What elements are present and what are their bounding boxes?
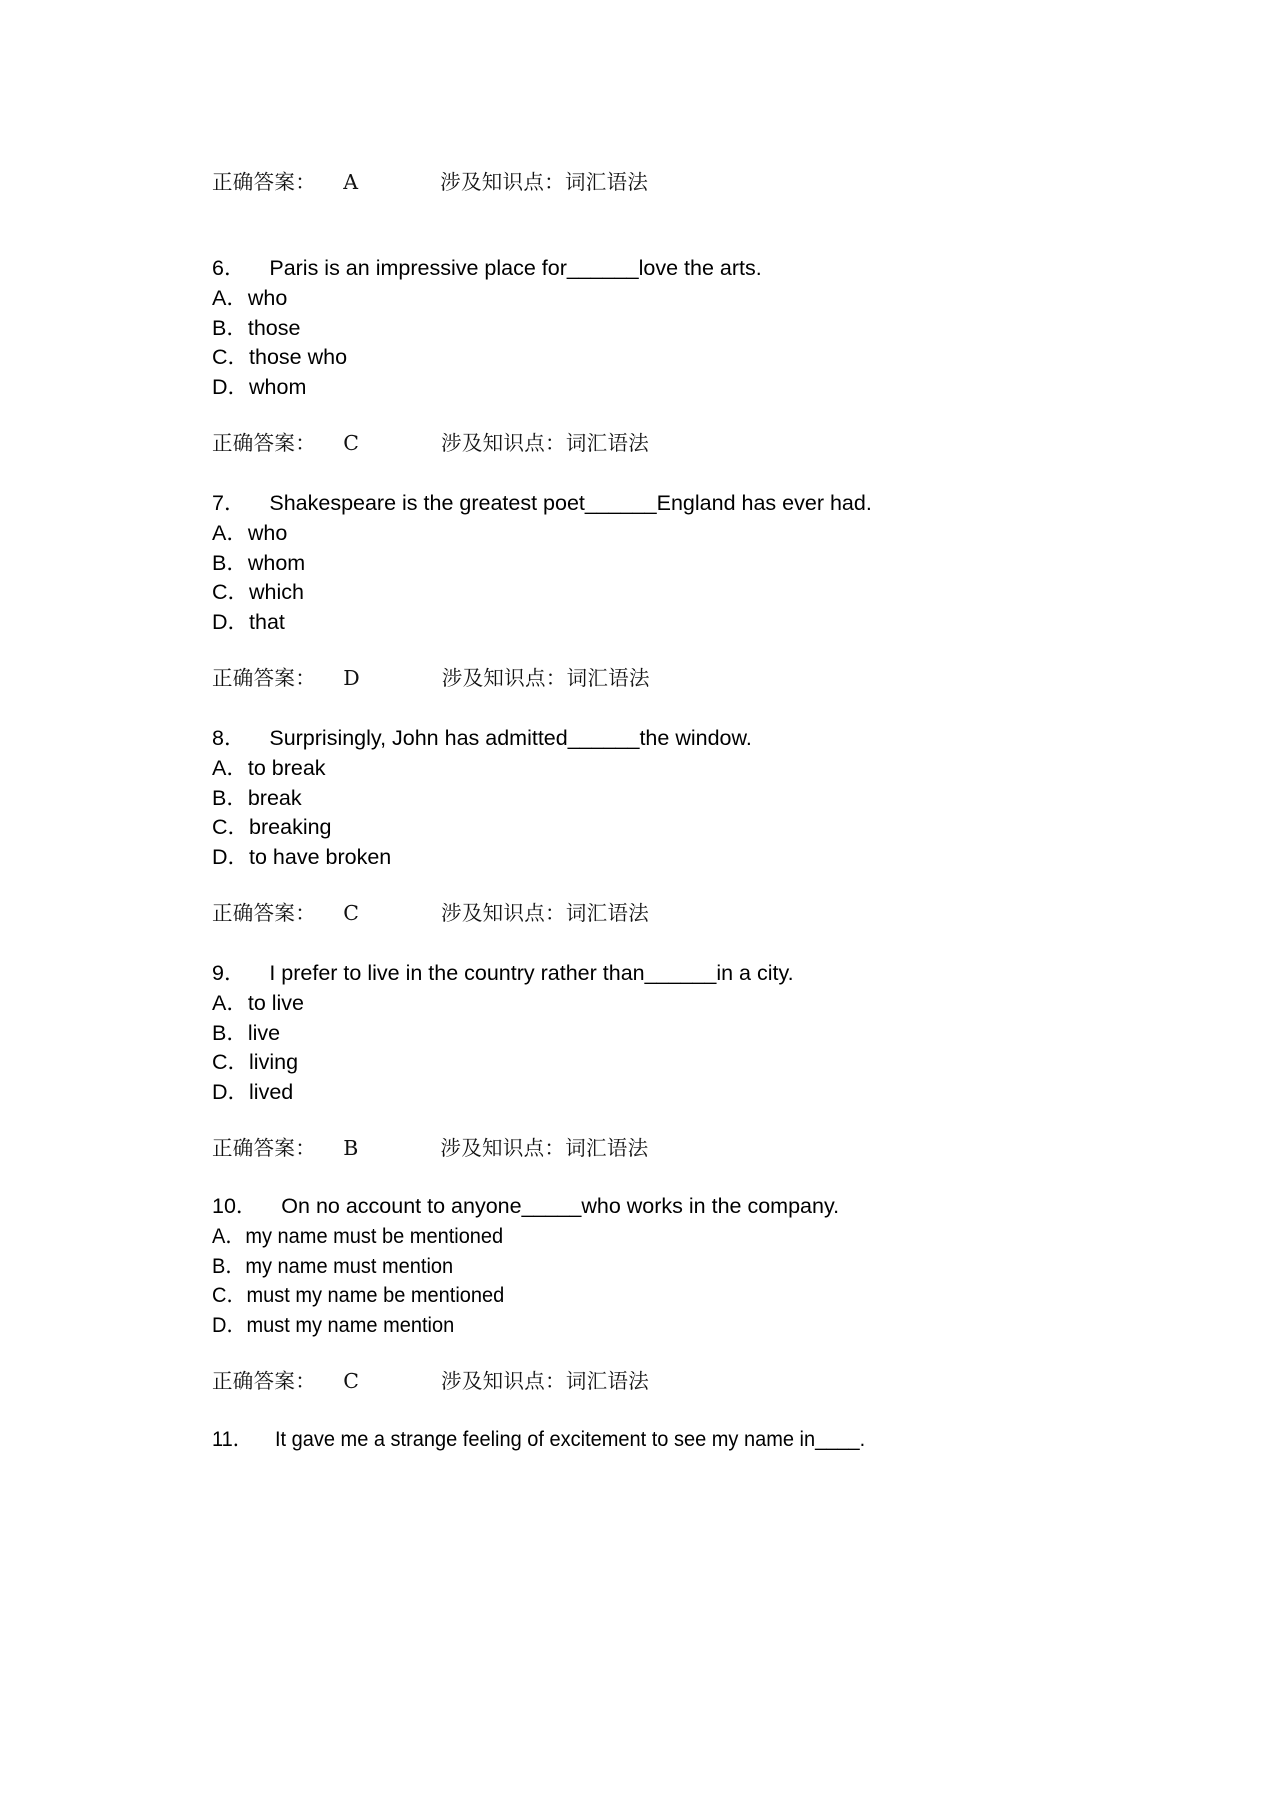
option-letter: A． <box>212 286 248 310</box>
option-list-6 <box>212 284 1112 402</box>
option-letter: D． <box>212 1312 247 1337</box>
option-text: break <box>247 785 302 810</box>
option-text: must my name mention <box>246 1312 455 1337</box>
option-letter: C． <box>212 580 250 604</box>
option-9-B[interactable] <box>212 1019 1112 1049</box>
option-text: breaking <box>249 815 332 839</box>
question-stem-9: 9． I prefer to live in the country rather than______in a city. <box>212 961 794 985</box>
option-8-B[interactable] <box>212 784 1112 814</box>
option-letter: D． <box>212 374 250 399</box>
option-letter: A． <box>212 756 248 780</box>
question-stem-8: 8． Surprisingly, John has admitted______the window. <box>212 726 752 750</box>
option-letter: C． <box>212 815 250 839</box>
option-9-C[interactable] <box>212 1048 1112 1078</box>
option-7-B[interactable] <box>212 549 1112 579</box>
option-letter: B． <box>212 1020 248 1045</box>
option-text: my name must be mentioned <box>245 1224 504 1248</box>
option-text: lived <box>249 1079 294 1104</box>
option-text: those who <box>249 345 348 369</box>
answer-line-6: 正确答案： C 涉及知识点：词汇语法 <box>212 431 650 455</box>
option-letter: C． <box>212 345 250 369</box>
question-stem-10: 10． On no account to anyone_____who works in the company. <box>212 1194 840 1218</box>
answer-line-8: 正确答案： C 涉及知识点：词汇语法 <box>212 901 650 925</box>
option-letter: C． <box>212 1050 250 1074</box>
option-10-D[interactable] <box>212 1311 1049 1341</box>
option-letter: C． <box>212 1283 247 1307</box>
option-text: those <box>247 315 301 340</box>
option-text: that <box>249 609 285 634</box>
option-list-9 <box>212 989 1112 1107</box>
option-9-D[interactable] <box>212 1078 1112 1108</box>
answer-line-9: 正确答案： B 涉及知识点：词汇语法 <box>212 1136 649 1160</box>
option-text: who <box>247 286 288 310</box>
option-letter: D． <box>212 609 250 634</box>
document-content <box>212 0 1112 1454</box>
option-text: which <box>249 580 304 604</box>
option-6-A[interactable] <box>212 284 1112 314</box>
option-text: to break <box>247 756 326 780</box>
option-text: living <box>249 1050 299 1074</box>
option-letter: D． <box>212 844 250 869</box>
option-text: to live <box>247 991 305 1015</box>
option-list-7 <box>212 519 1112 637</box>
option-10-A[interactable] <box>212 1222 1049 1252</box>
option-8-D[interactable] <box>212 843 1112 873</box>
option-text: whom <box>249 374 307 399</box>
option-text: must my name be mentioned <box>246 1283 505 1307</box>
option-text: live <box>247 1020 281 1045</box>
option-6-C[interactable] <box>212 343 1112 373</box>
option-text: my name must mention <box>245 1253 454 1278</box>
option-letter: B． <box>212 785 248 810</box>
question-stem-6: 6． Paris is an impressive place for______love the arts. <box>212 256 762 280</box>
option-letter: B． <box>212 550 248 575</box>
option-text: who <box>247 521 288 545</box>
option-6-D[interactable] <box>212 373 1112 403</box>
option-letter: B． <box>212 315 248 340</box>
option-letter: A． <box>212 521 248 545</box>
answer-line-7: 正确答案： D 涉及知识点：词汇语法 <box>212 666 650 690</box>
option-text: to have broken <box>249 844 392 869</box>
option-7-C[interactable] <box>212 578 1112 608</box>
option-letter: B． <box>212 1253 246 1278</box>
option-list-10 <box>212 1222 1112 1340</box>
option-8-C[interactable] <box>212 813 1112 843</box>
option-letter: D． <box>212 1079 250 1104</box>
option-list-8 <box>212 754 1112 872</box>
option-10-B[interactable] <box>212 1252 1049 1282</box>
answer-line-10: 正确答案： C 涉及知识点：词汇语法 <box>212 1369 650 1393</box>
question-stem-7: 7． Shakespeare is the greatest poet______England has ever had. <box>212 491 872 515</box>
option-letter: A． <box>212 1224 246 1248</box>
option-9-A[interactable] <box>212 989 1112 1019</box>
question-stem-11: 11． It gave me a strange feeling of excitement to see my name in____. <box>212 1427 866 1451</box>
option-text: whom <box>247 550 306 575</box>
option-10-C[interactable] <box>212 1281 1049 1311</box>
option-8-A[interactable] <box>212 754 1112 784</box>
option-6-B[interactable] <box>212 314 1112 344</box>
option-7-D[interactable] <box>212 608 1112 638</box>
option-7-A[interactable] <box>212 519 1112 549</box>
option-letter: A． <box>212 991 248 1015</box>
answer-line-q5: 正确答案： A 涉及知识点：词汇语法 <box>212 170 649 194</box>
